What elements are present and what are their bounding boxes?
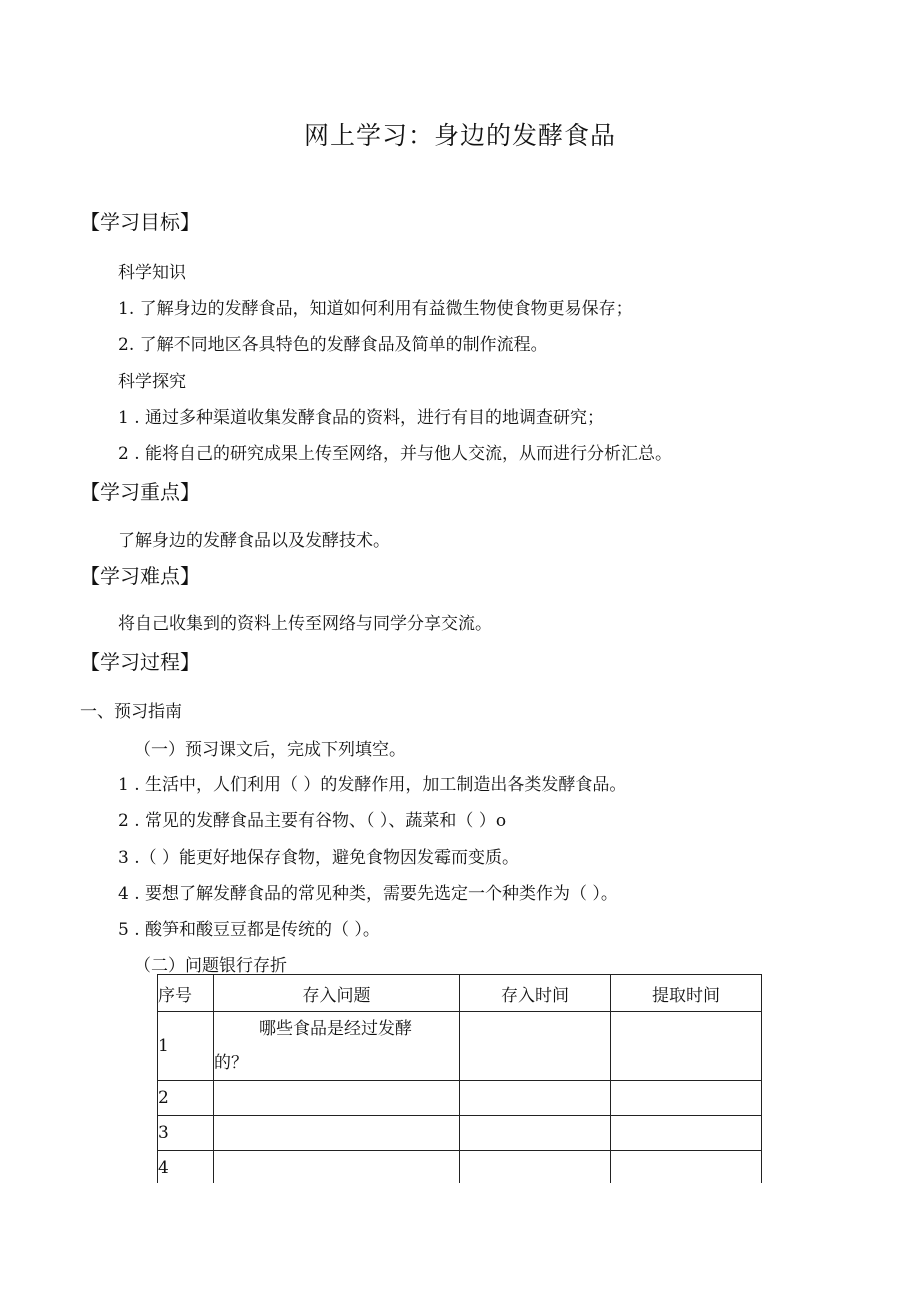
goals-heading: 【学习目标】 bbox=[80, 210, 200, 234]
row-withdraw-time bbox=[611, 1081, 762, 1116]
row-question bbox=[214, 1081, 460, 1116]
row-number: 4 bbox=[158, 1151, 214, 1186]
header-deposit-time: 存入时间 bbox=[460, 975, 611, 1012]
knowledge-label: 科学知识 bbox=[118, 263, 186, 283]
row-number: 3 bbox=[158, 1116, 214, 1151]
row-withdraw-time bbox=[611, 1116, 762, 1151]
row-withdraw-time bbox=[611, 1012, 762, 1081]
subsection-fill-blanks: （一）预习课文后，完成下列填空。 bbox=[134, 740, 406, 760]
difficulty-text: 将自己收集到的资料上传至网络与同学分享交流。 bbox=[118, 614, 492, 634]
header-question: 存入问题 bbox=[214, 975, 460, 1012]
blank-question: 1 . 生活中，人们利用（ ）的发酵作用，加工制造出各类发酵食品。 bbox=[118, 775, 627, 795]
process-heading: 【学习过程】 bbox=[80, 650, 200, 674]
row-deposit-time bbox=[460, 1012, 611, 1081]
inquiry-item: 1 . 通过多种渠道收集发酵食品的资料，进行有目的地调查研究； bbox=[118, 408, 605, 428]
row-question bbox=[214, 1012, 460, 1081]
subsection-question-bank: （二）问题银行存折 bbox=[134, 956, 287, 976]
row-number: 2 bbox=[158, 1081, 214, 1116]
table-row bbox=[158, 1081, 762, 1116]
table-row bbox=[158, 1116, 762, 1151]
question-bank-table bbox=[157, 974, 762, 1186]
knowledge-item: 2. 了解不同地区各具特色的发酵食品及简单的制作流程。 bbox=[118, 335, 548, 355]
key-heading: 【学习重点】 bbox=[80, 480, 200, 504]
blank-question: 3 .（ ）能更好地保存食物，避免食物因发霉而变质。 bbox=[118, 848, 520, 868]
row-deposit-time bbox=[460, 1151, 611, 1186]
row-deposit-time bbox=[460, 1116, 611, 1151]
difficulty-heading: 【学习难点】 bbox=[80, 564, 200, 588]
row-deposit-time bbox=[460, 1081, 611, 1116]
row-question bbox=[214, 1151, 460, 1186]
blank-question: 4 . 要想了解发酵食品的常见种类，需要先选定一个种类作为（ ）。 bbox=[118, 884, 618, 904]
row-withdraw-time bbox=[611, 1151, 762, 1186]
question-line: 哪些食品是经过发酵 bbox=[259, 1019, 412, 1039]
table-row bbox=[158, 1012, 762, 1081]
blank-question: 5 . 酸笋和酸豆豆都是传统的（ ）。 bbox=[118, 920, 380, 940]
header-withdraw-time: 提取时间 bbox=[611, 975, 762, 1012]
inquiry-label: 科学探究 bbox=[118, 372, 186, 392]
key-text: 了解身边的发酵食品以及发酵技术。 bbox=[118, 531, 390, 551]
knowledge-item: 1. 了解身边的发酵食品，知道如何利用有益微生物使食物更易保存； bbox=[118, 299, 633, 319]
blank-question: 2 . 常见的发酵食品主要有谷物、（ ）、蔬菜和（ ）o bbox=[118, 811, 507, 831]
inquiry-item: 2 . 能将自己的研究成果上传至网络，并与他人交流，从而进行分析汇总。 bbox=[118, 444, 673, 464]
table-header-row bbox=[158, 975, 762, 1012]
table-row bbox=[158, 1151, 762, 1186]
header-number: 序号 bbox=[158, 975, 214, 1012]
page-cutoff bbox=[150, 1183, 770, 1301]
section-preview-guide: 一、预习指南 bbox=[80, 702, 182, 722]
question-line: 的？ bbox=[214, 1053, 248, 1073]
row-number: 1 bbox=[158, 1012, 214, 1081]
page-title: 网上学习：身边的发酵食品 bbox=[303, 121, 616, 150]
row-question bbox=[214, 1116, 460, 1151]
